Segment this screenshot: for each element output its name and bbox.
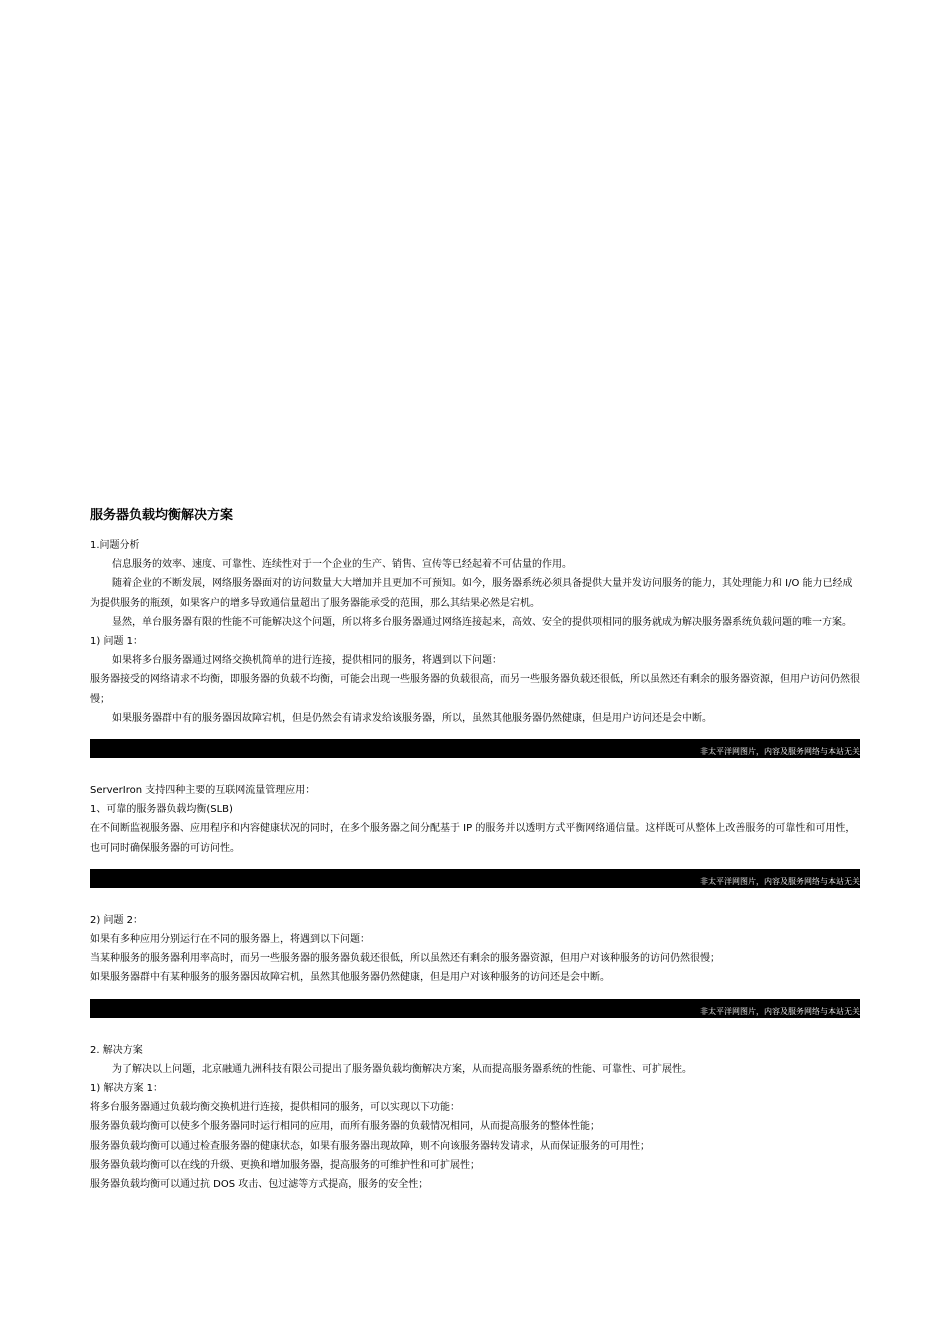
section-heading-problem-analysis: 1.问题分析 (90, 540, 140, 551)
paragraph: 服务器负载均衡可以在线的升级、更换和增加服务器，提高服务的可维护性和可扩展性； (90, 1159, 480, 1171)
paragraph: 显然，单台服务器有限的性能不可能解决这个问题，所以将多台服务器通过网络连接起来，高效、安全的提供项相同的服务就成为解决服务器系统负载问题的唯一方案。 (112, 616, 852, 628)
paragraph: 当某种服务的服务器利用率高时，而另一些服务器的服务器负载还很低，所以虽然还有剩余的服务器资源，但用户对该种服务的访问仍然很慢； (90, 953, 720, 965)
paragraph: 随着企业的不断发展，网络服务器面对的访问数量大大增加并且更加不可预知。如今，服务器系统必须具备提供大量并发访问服务的能力，其处理能力和 I/O 能力已经成为提供服务的瓶颈，如果客户的增多导致通信量超出了服务器能承受的范围，那么其结果必然是宕机。 (90, 578, 853, 609)
paragraph: 为了解决以上问题，北京融通九洲科技有限公司提出了服务器负载均衡解决方案，从而提高服务器系统的性能、可靠性、可扩展性。 (112, 1063, 692, 1075)
paragraph: 将多台服务器通过负载均衡交换机进行连接，提供相同的服务，可以实现以下功能： (90, 1102, 460, 1114)
paragraph: 如果服务器群中有某种服务的服务器因故障宕机，虽然其他服务器仍然健康，但是用户对该种服务的访问还是会中断。 (90, 972, 610, 984)
subsection-heading-problem-2: 2) 问题 2： (90, 914, 143, 926)
document-title: 服务器负载均衡解决方案 (90, 508, 234, 523)
paragraph: ServerIron 支持四种主要的互联网流量管理应用： (90, 785, 316, 797)
image-banner (90, 869, 860, 888)
paragraph: 如果将多台服务器通过网络交换机简单的进行连接，提供相同的服务，将遇到以下问题： (112, 655, 502, 667)
section-heading-solution: 2. 解决方案 (90, 1044, 143, 1056)
paragraph: 服务器接受的网络请求不均衡，即服务器的负载不均衡，可能会出现一些服务器的负载很高，而另一些服务器负载还很低，所以虽然还有剩余的服务器资源，但用户访问仍然很慢； (90, 674, 860, 705)
paragraph: 如果服务器群中有的服务器因故障宕机，但是仍然会有请求发给该服务器，所以，虽然其他服务器仍然健康，但是用户访问还是会中断。 (112, 712, 712, 724)
paragraph: 服务器负载均衡可以通过检查服务器的健康状态，如果有服务器出现故障，则不向该服务器转发请求，从而保证服务的可用性； (90, 1140, 650, 1152)
paragraph: 如果有多种应用分别运行在不同的服务器上，将遇到以下问题： (90, 934, 370, 946)
image-banner (90, 739, 860, 758)
image-caption: 非太平洋网图片，内容及服务网络与本站无关 (700, 747, 860, 757)
image-caption: 非太平洋网图片，内容及服务网络与本站无关 (700, 876, 860, 886)
paragraph: 服务器负载均衡可以使多个服务器同时运行相同的应用，而所有服务器的负载情况相同，从而提高服务的整体性能； (90, 1121, 600, 1133)
document-page (90, 506, 860, 1194)
paragraph: 服务器负载均衡可以通过抗 DOS 攻击、包过滤等方式提高，服务的安全性； (90, 1179, 429, 1191)
image-caption: 非太平洋网图片，内容及服务网络与本站无关 (700, 1006, 860, 1016)
image-banner (90, 999, 860, 1018)
subsection-heading-problem-1: 1) 问题 1： (90, 636, 143, 648)
paragraph: 信息服务的效率、速度、可靠性、连续性对于一个企业的生产、销售、宣传等已经起着不可估量的作用。 (112, 559, 572, 571)
paragraph: 在不间断监视服务器、应用程序和内容健康状况的同时，在多个服务器之间分配基于 IP 的服务并以透明方式平衡网络通信量。这样既可从整体上改善服务的可靠性和可用性，也可同时确保服务器的可访问性。 (90, 823, 856, 854)
subsection-heading-slb: 1、可靠的服务器负载均衡(SLB) (90, 804, 233, 816)
subsection-heading-solution-1: 1) 解决方案 1： (90, 1083, 163, 1095)
